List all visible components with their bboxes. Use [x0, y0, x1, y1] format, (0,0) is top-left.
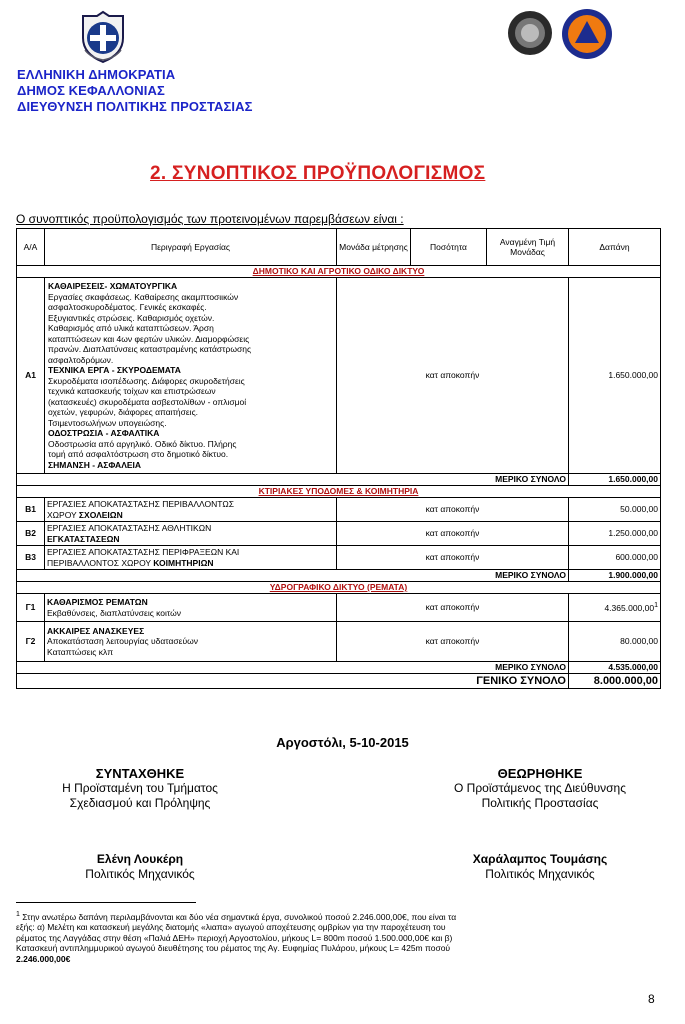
grand-total-label: ΓΕΝΙΚΟ ΣΥΝΟΛΟ: [17, 674, 569, 689]
grand-total-row: [17, 674, 661, 689]
row-line: ΕΡΓΑΣΙΕΣ ΑΠΟΚΑΤΑΣΤΑΣΗΣ ΑΘΛΗΤΙΚΩΝ: [47, 523, 212, 533]
table-row: [17, 546, 661, 570]
header-line-1: ΕΛΛΗΝΙΚΗ ΔΗΜΟΚΡΑΤΙΑ: [17, 67, 176, 82]
row-description: [45, 622, 337, 662]
work-text: Καθαρισμός από υλικά καταπτώσεων. Άρση: [48, 323, 214, 333]
section-row: [17, 486, 661, 498]
document-title: 2. ΣΥΝΟΠΤΙΚΟΣ ΠΡΟΫΠΟΛΟΓΙΣΜΟΣ: [150, 163, 486, 184]
row-description: [45, 546, 337, 570]
footnote-line: εξής: α) Μελέτη και κατασκευή μεγάλης διατομής «λιαπα» αγωγού αποχέτευσης ομβρίων για την παροχέτευση του: [16, 922, 446, 933]
work-text: Σκυροδέματα ισοπέδωσης. Διάφορες σκυροδετήσεις: [48, 375, 245, 386]
table-row: [17, 522, 661, 546]
left-sig-heading: ΣΥΝΤΑΧΘΗΚΕ: [95, 766, 185, 781]
row-code: Β3: [17, 546, 45, 570]
row-cost: 80.000,00: [569, 622, 661, 662]
left-sig-role-1: Η Προϊσταμένη του Τμήματος: [62, 781, 218, 795]
row-line: ΕΡΓΑΣΙΕΣ ΑΠΟΚΑΤΑΣΤΑΣΗΣ ΠΕΡΙΦΡΑΞΕΩΝ ΚΑΙ: [47, 547, 240, 557]
row-unit: κατ αποκοπήν: [337, 622, 569, 662]
place-date: Αργοστόλι, 5-10-2015: [276, 735, 409, 750]
row-cost-value: 4.365.000,00: [604, 603, 655, 614]
col-header-aa: Α/Α: [17, 229, 45, 266]
work-text: ασφαλτοδρόμων.: [48, 354, 114, 365]
row-unit: κατ αποκοπήν: [337, 278, 569, 474]
civil-protection-logo: [561, 8, 613, 60]
subtotal-value: 1.900.000,00: [569, 570, 661, 582]
work-text: οχετών, γεφυρών, διάφορες απαιτήσεις.: [48, 407, 199, 417]
subtotal-label: ΜΕΡΙΚΟ ΣΥΝΟΛΟ: [17, 474, 569, 486]
row-line-bold: ΣΧΟΛΕΙΩΝ: [78, 509, 123, 520]
row-line-bold: ΚΟΙΜΗΤΗΡΙΩΝ: [153, 557, 214, 568]
work-text: Εξυγιαντικές στρώσεις. Καθαρισμός οχετών.: [48, 312, 215, 323]
row-line: ΕΡΓΑΣΙΕΣ ΑΠΟΚΑΤΑΣΤΑΣΗΣ ΠΕΡΙΒΑΛΛΟΝΤΩΣ: [47, 499, 234, 509]
row-line: Καταπτώσεις κλπ: [47, 646, 114, 657]
work-text: Εργασίες σκαφάσεως. Καθαίρεσης ακαμπτοσιικών: [48, 291, 239, 302]
row-line: [47, 558, 334, 569]
work-heading: ΟΔΟΣΤΡΩΣΙΑ - ΑΣΦΑΛΤΙΚΑ: [48, 428, 160, 438]
seal-logo: [507, 10, 553, 56]
row-line-part: ΧΩΡΟΥ: [47, 509, 79, 520]
work-heading: ΤΕΧΝΙΚΑ ΕΡΓΑ - ΣΚΥΡΟΔΕΜΑΤΑ: [48, 365, 181, 375]
work-heading: ΚΑΘΑΙΡΕΣΕΙΣ- ΧΩΜΑΤΟΥΡΓΙΚΑ: [48, 281, 178, 291]
row-line-bold: ΑΚΚΑΙΡΕΣ ΑΝΑΣΚΕΥΕΣ: [47, 625, 145, 636]
section-title: ΔΗΜΟΤΙΚΟ ΚΑΙ ΑΓΡΟΤΙΚΟ ΟΔΙΚΟ ΔΙΚΤΥΟ: [17, 266, 661, 278]
left-signature-name-block: [20, 852, 260, 882]
col-header-unit-price: Αναγμένη Τιμή Μονάδας: [487, 229, 569, 266]
table-row: [17, 594, 661, 622]
right-sig-role-2: Πολιτικής Προστασίας: [481, 796, 599, 810]
row-description: [45, 278, 337, 474]
footnote-mark: 1: [16, 911, 20, 918]
work-text: ασφαλτοσκυροδέματος. Γενικές εκσκαφές.: [48, 302, 207, 312]
row-cost: [569, 594, 661, 622]
section-title: ΥΔΡΟΓΡΑΦΙΚΟ ΔΙΚΤΥΟ (ΡΕΜΑΤΑ): [17, 582, 661, 594]
col-header-cost: Δαπάνη: [569, 229, 661, 266]
subtotal-value: 1.650.000,00: [569, 474, 661, 486]
subtotal-label: ΜΕΡΙΚΟ ΣΥΝΟΛΟ: [17, 662, 569, 674]
table-header-row: [17, 229, 661, 266]
row-unit: κατ αποκοπήν: [337, 594, 569, 622]
subtotal-row: [17, 474, 661, 486]
table-row: [17, 622, 661, 662]
work-text: τομή από ασφαλτόστρωση στο δημοτικό δίκτυο.: [48, 449, 229, 459]
intro-text: Ο συνοπτικός προϋπολογισμός των προτεινομένων παρεμβάσεων είναι :: [16, 212, 404, 226]
section-row: [17, 582, 661, 594]
row-code: Β1: [17, 498, 45, 522]
row-cost: 50.000,00: [569, 498, 661, 522]
footnote-line: Κατασκευή αντιπλημμυρικού αγωγού διευθέτησης του ρέματος της Αγ. Ευφημίας Πυλάρου, μήκους L= 425m ποσού: [16, 943, 451, 954]
greek-emblem-logo: [79, 10, 127, 64]
left-sig-name: Ελένη Λουκέρη: [96, 852, 184, 866]
footnote-line: [16, 910, 664, 922]
left-sig-role-2: Σχεδιασμού και Πρόληψης: [69, 796, 211, 810]
subtotal-row: [17, 662, 661, 674]
col-header-description: Περιγραφή Εργασίας: [45, 229, 337, 266]
work-text: Τσιμεντοσωλήνων υπογειώσης.: [48, 417, 167, 428]
right-sig-role-1: Ο Προϊστάμενος της Διεύθυνσης: [453, 781, 627, 795]
work-text: Οδοστρωσία από αργηλικό. Οδικό δίκτυο. Πλήρης: [48, 438, 237, 449]
work-text: πρανών. Διαπλατύνσεις καταστραμένης κατάστρωσης: [48, 344, 252, 354]
row-unit: κατ αποκοπήν: [337, 498, 569, 522]
row-code: Γ1: [17, 594, 45, 622]
footnote-divider: [16, 902, 196, 903]
row-cost: 600.000,00: [569, 546, 661, 570]
footnote-line: 2.246.000,00€: [16, 953, 71, 964]
row-description: [45, 594, 337, 622]
row-code: Γ2: [17, 622, 45, 662]
footnote-text: Στην ανωτέρω δαπάνη περιλαμβάνονται και δύο νέα σημαντικά έργα, συνολικού ποσού 2.246.000,00€, που είναι τα: [22, 911, 457, 922]
row-line: [47, 510, 334, 521]
row-description: [45, 498, 337, 522]
header-line-2: ΔΗΜΟΣ ΚΕΦΑΛΛΟΝΙΑΣ: [17, 83, 165, 98]
left-sig-title: Πολιτικός Μηχανικός: [85, 867, 195, 881]
row-line-bold: ΚΑΘΑΡΙΣΜΟΣ ΡΕΜΑΤΩΝ: [47, 597, 148, 607]
row-line-bold: ΕΓΚΑΤΑΣΤΑΣΕΩΝ: [47, 533, 120, 544]
right-sig-name: Χαράλαμπος Τουμάσης: [472, 852, 608, 866]
work-heading: ΣΗΜΑΝΣΗ - ΑΣΦΑΛΕΙΑ: [48, 459, 142, 470]
row-code: Β2: [17, 522, 45, 546]
subtotal-label: ΜΕΡΙΚΟ ΣΥΝΟΛΟ: [17, 570, 569, 582]
budget-table: [16, 228, 661, 689]
right-sig-title: Πολιτικός Μηχανικός: [485, 867, 595, 881]
row-description: [45, 522, 337, 546]
row-code: Α1: [17, 278, 45, 474]
page-number: 8: [648, 992, 655, 1006]
row-cost: 1.250.000,00: [569, 522, 661, 546]
footnote: [16, 910, 664, 964]
work-text: τεχνικά κατασκευής τοίχων και επιστρώσεων: [48, 386, 216, 396]
row-line-part: ΠΕΡΙΒΑΛΛΟΝΤΟΣ ΧΩΡΟΥ: [47, 557, 154, 568]
col-header-unit: Μονάδα μέτρησης: [337, 229, 411, 266]
right-sig-heading: ΘΕΩΡΗΘΗΚΕ: [497, 766, 583, 781]
table-row: [17, 498, 661, 522]
section-title: ΚΤΙΡΙΑΚΕΣ ΥΠΟΔΟΜΕΣ & ΚΟΙΜΗΤΗΡΙΑ: [17, 486, 661, 498]
right-signature-name-block: [410, 852, 670, 882]
grand-total-value: 8.000.000,00: [569, 674, 661, 689]
work-text: καταπτώσεων και 4ων φερτών υλικών. Διαμορφώσεις: [48, 333, 250, 344]
work-text: (κατασκευές) σκυροδέματα ασβεστολίθων - οπλισμοί: [48, 396, 247, 407]
row-unit: κατ αποκοπήν: [337, 522, 569, 546]
footnote-line: ρέματος της Λαγγάδας στην θέση «Παλιά ΔΕΗ» περιοχή Αργοστολίου, μήκους L= 800m ποσού 1.500.000,00€ και β): [16, 932, 453, 943]
row-cost: 1.650.000,00: [569, 278, 661, 474]
section-row: [17, 266, 661, 278]
col-header-quantity: Ποσότητα: [411, 229, 487, 266]
row-line: Αποκατάσταση λειτουργίας υδατασεύων: [47, 636, 198, 647]
subtotal-row: [17, 570, 661, 582]
left-signature-block: [20, 766, 260, 811]
right-signature-block: [410, 766, 670, 811]
subtotal-value: 4.535.000,00: [569, 662, 661, 674]
footnote-ref[interactable]: 1: [654, 602, 658, 610]
header-line-3: ΔΙΕΥΘΥΝΣΗ ΠΟΛΙΤΙΚΗΣ ΠΡΟΣΤΑΣΙΑΣ: [17, 99, 253, 114]
row-unit: κατ αποκοπήν: [337, 546, 569, 570]
row-line: Εκβαθύνσεις, διαπλατύνσεις κοιτών: [47, 607, 182, 618]
table-row: [17, 278, 661, 474]
